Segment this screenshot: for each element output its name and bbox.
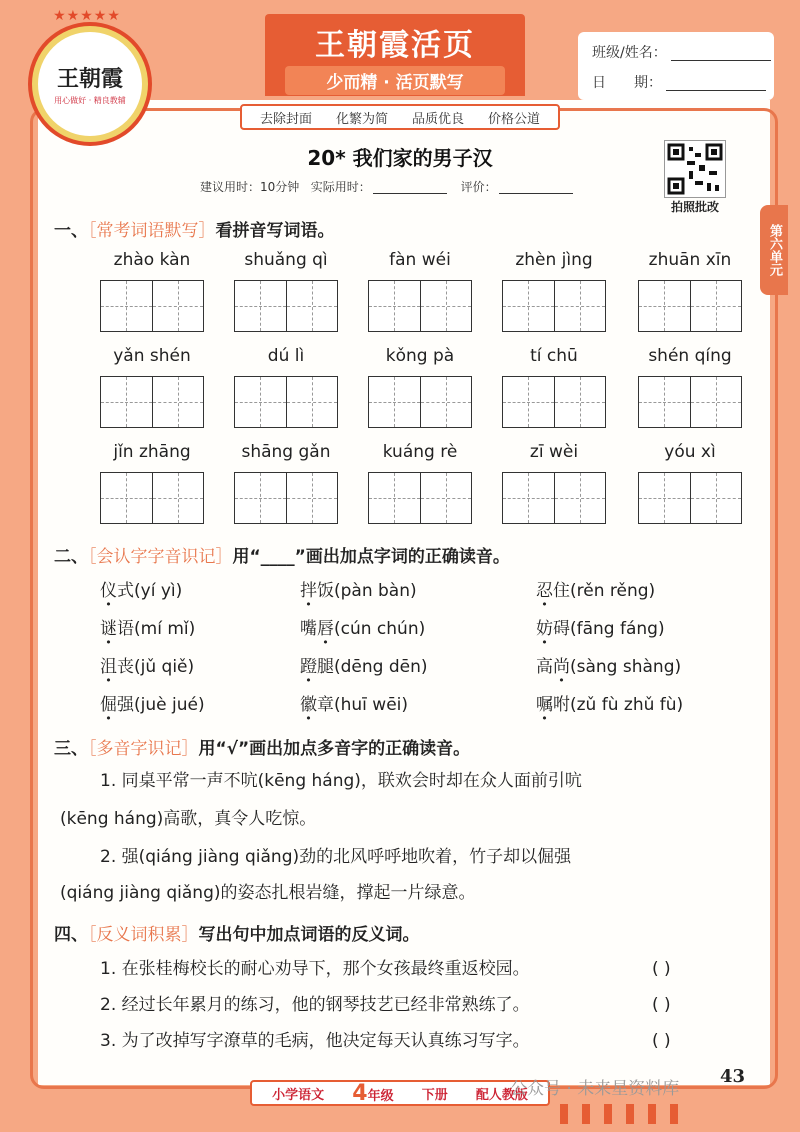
writing-box[interactable] [638, 472, 742, 524]
pronunciation-item[interactable] [536, 690, 683, 715]
photo-grade-label: 拍照批改 [670, 200, 719, 214]
term-label: 下册 [421, 1087, 448, 1103]
pronunciation-item[interactable] [300, 690, 408, 715]
pronunciation-item[interactable] [536, 614, 665, 639]
slogan-item: 品质优良 [411, 111, 464, 127]
section-tag: ［会认字字音识记］ [88, 547, 233, 567]
section-tag: ［多音字识记］ [88, 739, 199, 759]
logo-text: 王朝霞 [56, 66, 123, 92]
item-options: 住(rěn rěng) [553, 581, 656, 601]
grade-suffix: 年级 [367, 1088, 394, 1104]
pronunciation-item[interactable] [100, 614, 195, 639]
question-3-2-line-2: (qiáng jiàng qiǎng)的姿态扎根岩缝，撑起一片绿意。 [60, 883, 476, 903]
pinyin-label: zhào kàn [113, 250, 191, 270]
unit-tab: 第六单元 [760, 205, 788, 295]
writing-box[interactable] [234, 376, 338, 428]
antonym-answer-3[interactable]: ( ) [652, 1031, 671, 1051]
section-1-heading [54, 216, 335, 241]
dotted-character: 忍 [536, 581, 553, 601]
lesson-title: 20* 我们家的男子汉 [307, 146, 493, 170]
writing-box[interactable] [234, 472, 338, 524]
actual-time-label: 实际用时： [310, 180, 371, 194]
pinyin-label: yóu xì [664, 442, 716, 462]
grade-number: 4 [352, 1080, 368, 1106]
pinyin-label: zī wèi [529, 442, 579, 462]
pinyin-label: zhèn jìng [515, 250, 593, 270]
pronunciation-item[interactable] [100, 652, 194, 677]
antonym-answer-2[interactable]: ( ) [652, 995, 671, 1015]
evaluation-label: 评价： [460, 180, 497, 194]
item-prefix: 嘴 [300, 619, 317, 639]
date-label: 日 期： [592, 75, 662, 91]
pinyin-label: shuǎng qì [244, 250, 328, 270]
watermark: 公众号 · 未来星资料库 [510, 1079, 680, 1099]
time-info [200, 178, 583, 195]
writing-box[interactable] [234, 280, 338, 332]
pinyin-label: yǎn shén [113, 346, 191, 366]
pinyin-label: shén qíng [648, 346, 732, 366]
pinyin-label: kuáng rè [382, 442, 458, 462]
logo-stars-icon: ★★★★★ [53, 8, 121, 24]
footer-bar [250, 1080, 550, 1106]
pronunciation-item[interactable] [536, 652, 681, 677]
item-options: 腿(dēng dēn) [317, 657, 428, 677]
section-2-heading [54, 542, 510, 567]
pinyin-label: zhuān xīn [648, 250, 732, 270]
antonym-question-2: 2. 经过长年累月的练习，他的钢琴技艺已经非常熟练了。 [100, 995, 530, 1015]
item-options: 式(yí yì) [117, 581, 183, 601]
writing-box[interactable] [100, 280, 204, 332]
section-3-heading [54, 734, 470, 759]
section-tag: ［反义词积累］ [88, 925, 199, 945]
section-number: 一、 [54, 221, 88, 241]
dotted-character: 谜 [100, 619, 117, 639]
pinyin-label: jǐn zhāng [113, 442, 191, 462]
item-prefix: 高 [536, 657, 553, 677]
section-tag: ［常考词语默写］ [88, 221, 216, 241]
slogan-item: 价格公道 [487, 111, 540, 127]
class-name-label: 班级/姓名： [592, 45, 667, 61]
dotted-character: 沮 [100, 657, 117, 677]
slogan-item: 去除封面 [259, 111, 312, 127]
brand-logo [14, 6, 152, 144]
writing-box[interactable] [100, 472, 204, 524]
question-3-1-line-2: (kēng háng)高歌，真令人吃惊。 [60, 809, 317, 829]
edition-label: 配人教版 [475, 1087, 528, 1103]
suggested-time: 建议用时：10分钟 [200, 180, 300, 194]
antonym-question-3: 3. 为了改掉写字潦草的毛病，他决定每天认真练习写字。 [100, 1031, 530, 1051]
section-number: 四、 [54, 925, 88, 945]
slogan-bar [240, 104, 560, 130]
actual-time-field[interactable] [373, 181, 447, 194]
brand-title: 王朝霞活页 [315, 28, 475, 63]
section-4-heading [54, 920, 420, 945]
antonym-question-1: 1. 在张桂梅校长的耐心劝导下，那个女孩最终重返校园。 [100, 959, 530, 979]
item-options: 章(huī wēi) [317, 695, 409, 715]
writing-box[interactable] [638, 376, 742, 428]
pronunciation-item[interactable] [536, 576, 655, 601]
brand-banner [265, 14, 525, 96]
slogan-item: 化繁为简 [335, 111, 388, 127]
pinyin-label: kǒng pà [385, 346, 455, 366]
logo-subtext: 用心做好 · 精良教辅 [54, 96, 126, 105]
item-options: (cún chún) [334, 619, 426, 639]
question-3-2-line-1: 2. 强(qiáng jiàng qiǎng)劲的北风呼呼地吹着，竹子却以倔强 [100, 847, 572, 867]
class-name-field[interactable] [671, 46, 771, 61]
dotted-character: 蹬 [300, 657, 317, 677]
qr-code-icon[interactable] [664, 140, 726, 198]
dotted-character: 仪 [100, 581, 117, 601]
section-instruction: 用“√”画出加点多音字的正确读音。 [198, 739, 471, 759]
dotted-character: 倔 [100, 695, 117, 715]
antonym-answer-1[interactable]: ( ) [652, 959, 671, 979]
pronunciation-item[interactable] [300, 614, 425, 639]
writing-box[interactable] [502, 472, 606, 524]
item-options: 丧(jǔ qiě) [117, 657, 195, 677]
writing-box[interactable] [502, 280, 606, 332]
dotted-character: 唇 [317, 619, 334, 639]
date-field[interactable] [666, 76, 766, 91]
pinyin-label: dú lì [267, 346, 305, 366]
student-info-box [578, 32, 774, 100]
item-options: (sàng shàng) [570, 657, 682, 677]
writing-box[interactable] [368, 376, 472, 428]
section-instruction: 看拼音写词语。 [215, 221, 335, 241]
brand-subtitle: 少而精 · 活页默写 [285, 66, 505, 95]
section-instruction: 用“____”画出加点字词的正确读音。 [232, 547, 510, 567]
page-number: 43 [720, 1066, 746, 1087]
section-number: 二、 [54, 547, 88, 567]
writing-box[interactable] [638, 280, 742, 332]
pinyin-label: tí chū [530, 346, 578, 366]
pronunciation-item[interactable] [100, 576, 182, 601]
section-number: 三、 [54, 739, 88, 759]
item-options: 饭(pàn bàn) [317, 581, 417, 601]
section-instruction: 写出句中加点词语的反义词。 [198, 925, 420, 945]
dotted-character: 徽 [300, 695, 317, 715]
writing-box[interactable] [368, 472, 472, 524]
dotted-character: 拌 [300, 581, 317, 601]
writing-box[interactable] [100, 376, 204, 428]
dotted-character: 尚 [553, 657, 570, 677]
subject-label: 小学语文 [272, 1087, 325, 1103]
writing-box[interactable] [368, 280, 472, 332]
evaluation-field[interactable] [499, 181, 573, 194]
question-3-1-line-1: 1. 同桌平常一声不吭(kēng háng)，联欢会时却在众人面前引吭 [100, 771, 582, 791]
dotted-character: 嘱 [536, 695, 553, 715]
item-options: 强(juè jué) [117, 695, 205, 715]
item-options: 语(mí mǐ) [117, 619, 196, 639]
pronunciation-item[interactable] [300, 576, 417, 601]
pinyin-label: fàn wéi [389, 250, 451, 270]
pinyin-label: shāng gǎn [241, 442, 331, 462]
item-options: 碍(fāng fáng) [553, 619, 665, 639]
writing-box[interactable] [502, 376, 606, 428]
dotted-character: 妨 [536, 619, 553, 639]
decorative-stripes [560, 1104, 720, 1124]
item-options: 咐(zǔ fù zhǔ fù) [553, 695, 684, 715]
pronunciation-item[interactable] [100, 690, 205, 715]
pronunciation-item[interactable] [300, 652, 428, 677]
